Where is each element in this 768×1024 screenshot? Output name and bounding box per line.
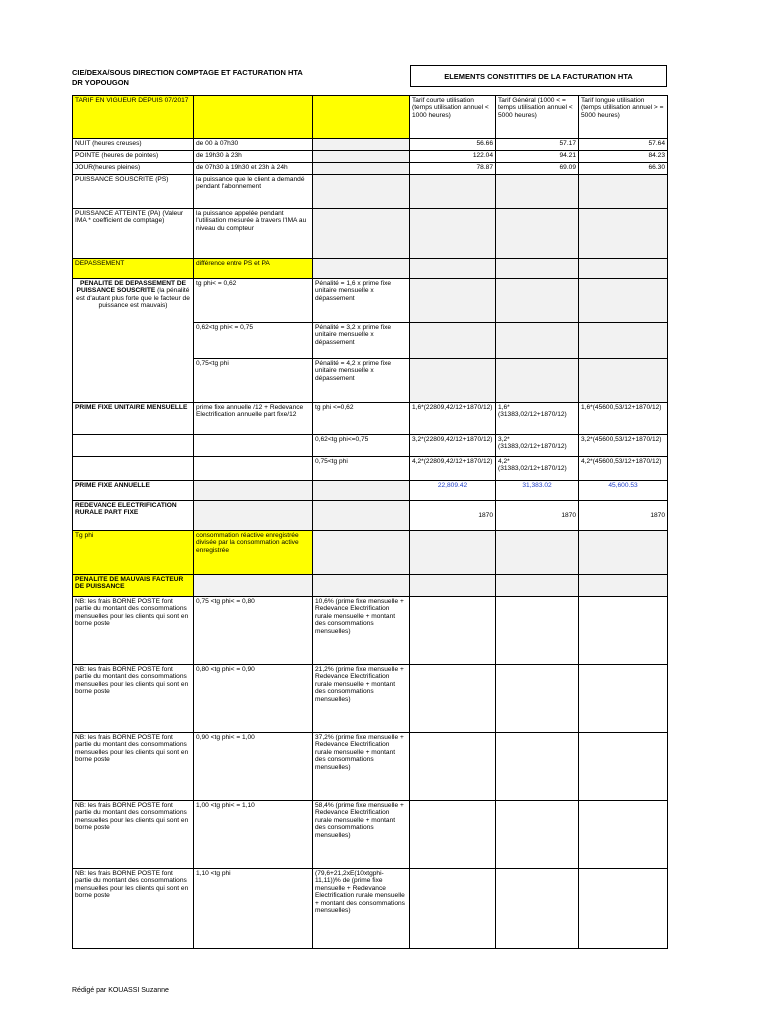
cell [410,209,496,259]
prime-unit-v1-1: 1,6*(22809,42/12+1870/12) [410,403,496,435]
pen-dep-formula-2: Pénalité = 3,2 x prime fixe unitaire mensuelle x dépassement [313,323,410,359]
jour-value-2: 69.09 [496,163,579,175]
tgphi-desc: consommation réactive enregistrée divisée par la consommation active enregistrée [194,531,313,575]
cell [579,575,668,597]
prime-unit-v3-2: 3,2*(45600,53/12+1870/12) [579,435,668,457]
cell [579,279,668,323]
prime-unit-v3-3: 4,2*(45600,53/12+1870/12) [579,457,668,481]
table-row [73,457,668,481]
mfp-formula-3: 37,2% (prime fixe mensuelle + Redevance Electrification rurale mensuelle + montant des consommations mensuelles) [313,733,410,801]
prime-unit-cond-3: 0,75<tg phi [313,457,410,481]
cell [194,457,313,481]
cell [496,259,579,279]
jour-hours: de 07h30 à 19h30 et 23h à 24h [194,163,313,175]
penalite-mfp-label: PENALITE DE MAUVAIS FACTEUR DE PUISSANCE [73,575,194,597]
tariff-table [72,95,668,949]
nb-note: NB: les frais BORNE POSTE font partie du montant des consommations mensuelles pour les clients qui sont en borne poste [73,597,194,665]
prime-unit-v2-2: 3,2*(31383,02/12+1870/12) [496,435,579,457]
pen-dep-formula-1: Pénalité = 1,6 x prime fixe unitaire mensuelle x dépassement [313,279,410,323]
nb-note: NB: les frais BORNE POSTE font partie du montant des consommations mensuelles pour les clients qui sont en borne poste [73,869,194,949]
cell [496,665,579,733]
table-row [73,259,668,279]
ps-label: PUISSANCE SOUSCRITE (PS) [73,175,194,209]
pointe-label: POINTE (heures de pointes) [73,151,194,163]
cell [313,139,410,151]
cell [496,175,579,209]
table-row [73,531,668,575]
col-header-general: Tarif Général (1000 < = temps utilisation annuel < 5000 heures) [496,96,579,139]
col-header-courte: Tarif courte utilisation (temps utilisation annuel < 1000 heures) [410,96,496,139]
col-header-longue: Tarif longue utilisation (temps utilisation annuel > = 5000 heures) [579,96,668,139]
nuit-value-1: 56.66 [410,139,496,151]
prime-ann-value-3: 45,600.53 [579,481,668,501]
cell [496,801,579,869]
pen-dep-cond-2: 0,62<tg phi< = 0,75 [194,323,313,359]
penalite-dep-cell [73,279,194,403]
pointe-hours: de 19h30 à 23h [194,151,313,163]
cell [313,575,410,597]
cell [410,323,496,359]
mfp-formula-5: (79,6+21,2xE(10xtgphi-11,11))% de (prime fixe mensuelle + Redevance Electrification rurale mensuelle + montant des consommations mensuelles) [313,869,410,949]
prime-unit-v2-1: 1,6*(31383,02/12+1870/12) [496,403,579,435]
cell [194,435,313,457]
cell [73,457,194,481]
cell [579,259,668,279]
cell [410,575,496,597]
jour-value-3: 66.30 [579,163,668,175]
table-row [73,279,668,323]
cell [579,209,668,259]
nb-note: NB: les frais BORNE POSTE font partie du montant des consommations mensuelles pour les clients qui sont en borne poste [73,733,194,801]
pointe-value-1: 122.04 [410,151,496,163]
cell [410,665,496,733]
cell [410,175,496,209]
nuit-value-3: 57.64 [579,139,668,151]
redevance-label: REDEVANCE ELECTRIFICATION RURALE PART FIXE [73,501,194,531]
prime-unit-cond-1: tg phi <=0,62 [313,403,410,435]
pa-label: PUISSANCE ATTEINTE (PA) (Valeur IMA * coefficient de comptage) [73,209,194,259]
cell [313,96,410,139]
cell [73,435,194,457]
cell [410,597,496,665]
prime-unit-v1-3: 4,2*(22809,42/12+1870/12) [410,457,496,481]
mfp-cond-3: 0,90 <tg phi< = 1,00 [194,733,313,801]
table-row [73,151,668,163]
mfp-formula-4: 58,4% (prime fixe mensuelle + Redevance Electrification rurale mensuelle + montant des consommations mensuelles) [313,801,410,869]
table-row [73,665,668,733]
jour-value-1: 78.87 [410,163,496,175]
cell [496,279,579,323]
table-row [73,575,668,597]
table-row [73,597,668,665]
table-row [73,869,668,949]
ps-desc: la puissance que le client a demandé pendant l'abonnement [194,175,313,209]
table-row [73,175,668,209]
footer-author: Rédigé par KOUASSI Suzanne [72,987,169,994]
redevance-value-3: 1870 [579,501,668,531]
prime-unit-cond-2: 0,62<tg phi<=0,75 [313,435,410,457]
cell [313,531,410,575]
cell [579,869,668,949]
cell [194,501,313,531]
table-row [73,96,668,139]
table-row [73,209,668,259]
cell [313,175,410,209]
prime-unit-v3-1: 1,6*(45600,53/12+1870/12) [579,403,668,435]
cell [496,531,579,575]
cell [496,597,579,665]
cell [313,151,410,163]
pa-desc: la puissance appelée pendant l'utilisation mesurée à travers l'IMA au niveau du compteur [194,209,313,259]
pen-dep-formula-3: Pénalité = 4,2 x prime fixe unitaire mensuelle x dépassement [313,359,410,403]
document-title-box: ELEMENTS CONSTITTIFS DE LA FACTURATION HTA [410,65,667,87]
table-row [73,139,668,151]
cell [496,359,579,403]
header-line-1: CIE/DEXA/SOUS DIRECTION COMPTAGE ET FACTURATION HTA [72,68,303,77]
table-row [73,403,668,435]
prime-ann-value-1: 22,809.42 [410,481,496,501]
pen-dep-cond-1: tg phi< = 0,62 [194,279,313,323]
cell [579,175,668,209]
depassement-label: DEPASSEMENT [73,259,194,279]
prime-ann-label: PRIME FIXE ANNUELLE [73,481,194,501]
cell [410,531,496,575]
pointe-value-3: 84.23 [579,151,668,163]
table-row [73,801,668,869]
table-row [73,435,668,457]
cell [579,359,668,403]
mfp-formula-2: 21,2% (prime fixe mensuelle + Redevance Electrification rurale mensuelle + montant des consommations mensuelles) [313,665,410,733]
penalite-dep-label: PENALITE DE DEPASSEMENT DE PUISSANCE SOUSCRITE [76,280,187,295]
prime-unit-label: PRIME FIXE UNITAIRE MENSUELLE [73,403,194,435]
mfp-cond-1: 0,75 <tg phi< = 0,80 [194,597,313,665]
cell [579,665,668,733]
cell [194,481,313,501]
cell [410,279,496,323]
table-row [73,163,668,175]
cell [579,531,668,575]
cell [496,869,579,949]
table-row [73,481,668,501]
prime-unit-v2-3: 4,2*(31383,02/12+1870/12) [496,457,579,481]
cell [194,575,313,597]
cell [410,801,496,869]
cell [496,575,579,597]
cell [579,323,668,359]
jour-label: JOUR(heures pleines) [73,163,194,175]
depassement-desc: différence entre PS et PA [194,259,313,279]
cell [410,359,496,403]
cell [579,733,668,801]
cell [313,481,410,501]
cell [313,163,410,175]
cell [313,259,410,279]
mfp-formula-1: 10,6% (prime fixe mensuelle + Redevance Electrification rurale mensuelle + montant des consommations mensuelles) [313,597,410,665]
pen-dep-cond-3: 0,75<tg phi [194,359,313,403]
cell [496,733,579,801]
nuit-hours: de 00 à 07h30 [194,139,313,151]
cell [579,801,668,869]
pointe-value-2: 94.21 [496,151,579,163]
prime-unit-desc: prime fixe annuelle /12 + Redevance Electrification annuelle part fixe/12 [194,403,313,435]
tgphi-label: Tg phi [73,531,194,575]
cell [410,733,496,801]
penalite-dep-note: (la pénalité est d'autant plus forte que le facteur de puissance est mauvais) [76,287,190,310]
table-row [73,501,668,531]
redevance-value-1: 1870 [410,501,496,531]
prime-ann-value-2: 31,383.02 [496,481,579,501]
prime-unit-v1-2: 3,2*(22809,42/12+1870/12) [410,435,496,457]
cell [579,597,668,665]
mfp-cond-2: 0,80 <tg phi< = 0,90 [194,665,313,733]
cell [496,323,579,359]
nb-note: NB: les frais BORNE POSTE font partie du montant des consommations mensuelles pour les clients qui sont en borne poste [73,801,194,869]
cell [410,869,496,949]
nuit-value-2: 57.17 [496,139,579,151]
nuit-label: NUIT (heures creuses) [73,139,194,151]
cell [410,259,496,279]
redevance-value-2: 1870 [496,501,579,531]
cell [313,501,410,531]
mfp-cond-4: 1,00 <tg phi< = 1,10 [194,801,313,869]
header-line-2: DR YOPOUGON [72,78,129,87]
nb-note: NB: les frais BORNE POSTE font partie du montant des consommations mensuelles pour les clients qui sont en borne poste [73,665,194,733]
cell [194,96,313,139]
mfp-cond-5: 1,10 <tg phi [194,869,313,949]
cell [313,209,410,259]
cell [496,209,579,259]
table-row [73,733,668,801]
tarif-label: TARIF EN VIGUEUR DEPUIS 07/2017 [73,96,194,139]
